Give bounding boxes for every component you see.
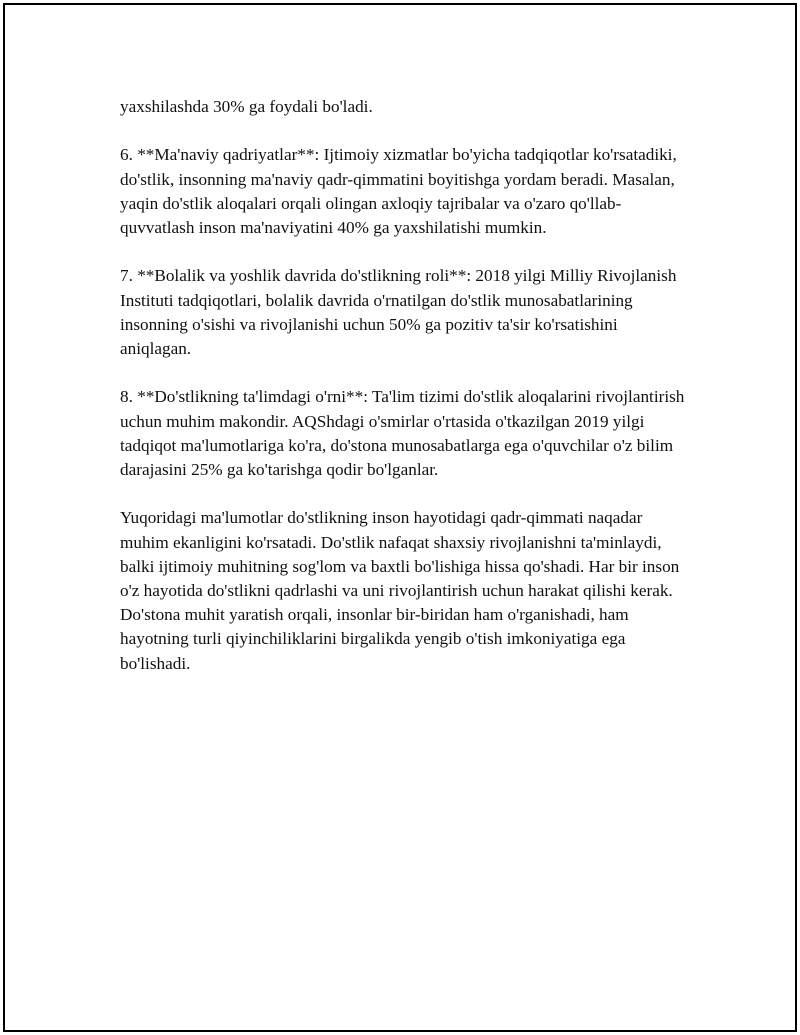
paragraph-item-8: 8. **Do'stlikning ta'limdagi o'rni**: Ta'lim tizimi do'stlik aloqalarini rivojlantirish uchun muhim makondir. AQShdagi o'smirlar o'rtasida o'tkazilgan 2019 yilgi tadqiqot ma'lumotlariga ko'ra, do'stona munosabatlarga ega o'quvchilar o'z bilim darajasini 25% ga ko'tarishga qodir bo'lganlar. bbox=[120, 387, 685, 479]
document-body bbox=[120, 95, 690, 700]
paragraph-conclusion: Yuqoridagi ma'lumotlar do'stlikning inson hayotidagi qadr-qimmati naqadar muhim ekanligini ko'rsatadi. Do'stlik nafaqat shaxsiy rivojlanishni ta'minlaydi, balki ijtimoiy muhitning sog'lom va baxtli bo'lishiga hissa qo'shadi. Har bir inson o'z hayotida do'stlikni qadrlashi va uni rivojlantirish uchun harakat qilishi kerak. Do'stona muhit yaratish orqali, insonlar bir-biridan ham o'rganishadi, ham hayotning turli qiyinchiliklarini birgalikda yengib o'tish imkoniyatiga ega bo'lishadi. bbox=[120, 508, 680, 673]
document-page bbox=[3, 3, 797, 1032]
paragraph-item-6: 6. **Ma'naviy qadriyatlar**: Ijtimoiy xizmatlar bo'yicha tadqiqotlar ko'rsatadiki, do'stlik, insonning ma'naviy qadr-qimmatini boyitishga yordam beradi. Masalan, yaqin do'stlik aloqalari orqali olingan axloqiy tajribalar va o'zaro qo'llab-quvvatlash inson ma'naviyatini 40% ga yaxshilatishi mumkin. bbox=[120, 145, 677, 237]
paragraph-continuation: yaxshilashda 30% ga foydali bo'ladi. bbox=[120, 97, 373, 116]
paragraph-item-7: 7. **Bolalik va yoshlik davrida do'stlikning roli**: 2018 yilgi Milliy Rivojlanish Instituti tadqiqotlari, bolalik davrida o'rnatilgan do'stlik munosabatlarining insonning o'sishi va rivojlanishi uchun 50% ga pozitiv ta'sir ko'rsatishini aniqlagan. bbox=[120, 266, 677, 358]
